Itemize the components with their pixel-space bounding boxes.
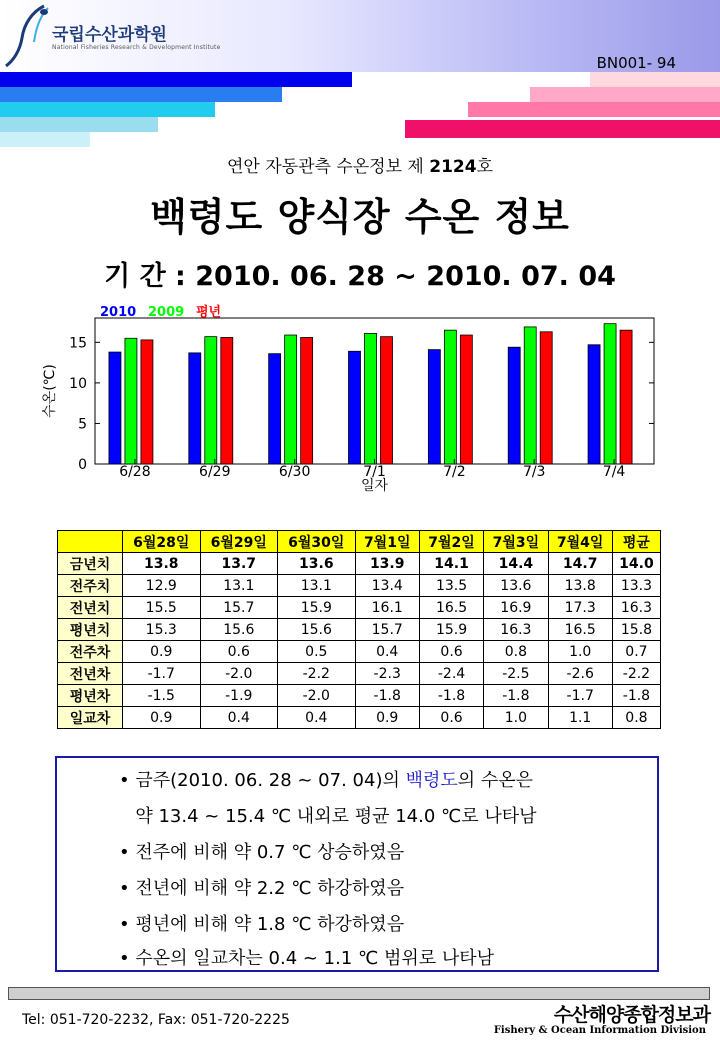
summary-line-1: [119, 766, 533, 792]
table-cell: 13.8: [123, 553, 201, 575]
table-cell: 0.6: [419, 707, 483, 729]
column-header: 7월1일: [355, 531, 419, 553]
table-cell: 0.8: [484, 641, 548, 663]
summary-box: [55, 756, 659, 972]
stripe-cyan: [0, 102, 215, 117]
bar-2010: [189, 353, 201, 464]
row-label: 평년치: [58, 619, 123, 641]
bar-평년: [141, 340, 153, 464]
bar-평년: [301, 337, 313, 464]
table-cell: 14.1: [419, 553, 483, 575]
bar-2010: [508, 347, 520, 464]
table-cell: 0.6: [419, 641, 483, 663]
institute-name: 국립수산과학원: [52, 25, 167, 45]
table-cell: -1.7: [548, 685, 612, 707]
table-cell: 15.8: [612, 619, 660, 641]
table-cell: -1.7: [123, 663, 201, 685]
table-cell: 16.9: [484, 597, 548, 619]
summary-text: 의 수온은: [457, 770, 534, 791]
table-cell: -2.2: [278, 663, 356, 685]
y-tick-label: 0: [78, 457, 87, 473]
bullet: •: [119, 914, 130, 935]
bullet: •: [119, 770, 130, 791]
x-axis-label: 일자: [360, 478, 389, 494]
legend-2010: 2010: [100, 305, 137, 320]
subtitle-suffix: 호: [476, 157, 494, 177]
table-cell: 0.8: [612, 707, 660, 729]
table-cell: 15.7: [355, 619, 419, 641]
table-cell: 15.9: [278, 597, 356, 619]
summary-text: 전주에 비해 약 0.7 ℃ 상승하였음: [135, 842, 405, 863]
table-cell: 15.6: [200, 619, 278, 641]
table-cell: -1.8: [484, 685, 548, 707]
bar-2009: [205, 337, 217, 464]
bulletin-number: [0, 152, 720, 177]
subtitle-prefix: 연안 자동관측 수온정보 제: [226, 157, 430, 177]
subtitle-number: 2124: [429, 157, 477, 177]
row-label: 전년차: [58, 663, 123, 685]
bar-평년: [620, 330, 632, 464]
column-header: 7월4일: [548, 531, 612, 553]
table-cell: 0.9: [123, 707, 201, 729]
table-cell: 15.7: [200, 597, 278, 619]
stripe-blue-1: [0, 72, 352, 87]
table-row: [58, 663, 661, 685]
bar-2010: [269, 354, 281, 464]
column-header: 평균: [612, 531, 660, 553]
summary-line-6: [119, 944, 494, 970]
table-cell: -1.5: [123, 685, 201, 707]
table-row: [58, 619, 661, 641]
bar-2010: [588, 345, 600, 464]
table-cell: -2.5: [484, 663, 548, 685]
table-corner: [58, 531, 123, 553]
bar-2010: [109, 352, 121, 464]
bar-2009: [604, 324, 616, 464]
bullet: •: [119, 842, 130, 863]
bar-2010: [349, 351, 361, 464]
table-cell: -1.9: [200, 685, 278, 707]
stripe-paleblue: [0, 132, 90, 147]
stripe-lightpink: [530, 87, 720, 102]
table-cell: 0.5: [278, 641, 356, 663]
summary-text: 금주(2010. 06. 28 ~ 07. 04)의: [135, 770, 406, 791]
table-cell: 0.7: [612, 641, 660, 663]
table-cell: 0.4: [200, 707, 278, 729]
y-axis-label: 수온(℃): [42, 364, 58, 418]
stripe-magenta: [405, 120, 720, 138]
division-name: 수산해양종합정보과: [553, 1004, 710, 1026]
period: 기 간 : 2010. 06. 28 ~ 2010. 07. 04: [104, 261, 616, 292]
table-cell: 13.8: [548, 575, 612, 597]
bar-2009: [125, 338, 137, 464]
x-tick-label: 7/1: [363, 464, 386, 480]
y-tick-label: 10: [69, 375, 87, 392]
footer-bar: [8, 987, 710, 1000]
legend-평년: 평년: [196, 305, 222, 320]
bar-평년: [540, 332, 552, 464]
table-cell: -2.0: [278, 685, 356, 707]
bar-2009: [285, 335, 297, 464]
table-cell: 13.7: [200, 553, 278, 575]
table-cell: 15.5: [123, 597, 201, 619]
table-cell: -2.3: [355, 663, 419, 685]
summary-place: 백령도: [405, 770, 458, 791]
column-header: 7월2일: [419, 531, 483, 553]
stripe-blue-2: [0, 87, 282, 102]
summary-line-3: [119, 838, 404, 864]
temperature-bar-chart: [40, 300, 680, 500]
column-header: 7월3일: [484, 531, 548, 553]
table-cell: -2.4: [419, 663, 483, 685]
table-cell: 13.6: [484, 575, 548, 597]
table-cell: -1.8: [419, 685, 483, 707]
stripe-pink: [468, 102, 720, 117]
table-cell: -2.6: [548, 663, 612, 685]
bar-평년: [381, 337, 393, 464]
summary-text: 약 13.4 ~ 15.4 ℃ 내외로 평균 14.0 ℃로 나타남: [135, 806, 537, 827]
page-title: 백령도 양식장 수온 정보: [150, 195, 570, 239]
y-tick-label: 15: [69, 335, 87, 352]
table-cell: 13.1: [278, 575, 356, 597]
table-cell: 14.7: [548, 553, 612, 575]
row-label: 평년차: [58, 685, 123, 707]
table-cell: -2.2: [612, 663, 660, 685]
bar-2009: [365, 333, 377, 464]
x-tick-label: 6/30: [278, 464, 311, 480]
bullet: •: [119, 878, 130, 899]
institute-subtitle: National Fisheries Research & Development Institute: [52, 44, 221, 51]
table-cell: 14.0: [612, 553, 660, 575]
table-cell: 13.4: [355, 575, 419, 597]
bar-2009: [444, 330, 456, 464]
table-cell: 17.3: [548, 597, 612, 619]
table-cell: 0.4: [278, 707, 356, 729]
table-row: [58, 641, 661, 663]
summary-line-4: [119, 874, 404, 900]
x-tick-label: 6/29: [199, 464, 231, 480]
x-tick-label: 7/4: [602, 464, 626, 480]
summary-line-5: [119, 910, 404, 936]
bullet: •: [119, 948, 130, 969]
table-cell: 12.9: [123, 575, 201, 597]
column-header: 6월28일: [123, 531, 201, 553]
legend-2009: 2009: [148, 305, 185, 320]
table-cell: -2.0: [200, 663, 278, 685]
division-name-en: Fishery & Ocean Information Division: [493, 1025, 706, 1036]
table-cell: 0.6: [200, 641, 278, 663]
table-row: [58, 575, 661, 597]
bar-평년: [460, 335, 472, 464]
table-cell: 16.3: [484, 619, 548, 641]
table-cell: 0.9: [123, 641, 201, 663]
row-label: 전주차: [58, 641, 123, 663]
table-cell: 14.4: [484, 553, 548, 575]
table-cell: 15.3: [123, 619, 201, 641]
table-cell: 16.1: [355, 597, 419, 619]
bar-2010: [428, 350, 440, 464]
document-code: BN001- 94: [596, 54, 676, 72]
bar-2009: [524, 327, 536, 464]
x-tick-label: 7/2: [443, 464, 466, 480]
table-cell: 1.0: [548, 641, 612, 663]
table-cell: -1.8: [612, 685, 660, 707]
column-header: 6월30일: [278, 531, 356, 553]
column-header: 6월29일: [200, 531, 278, 553]
table-cell: 16.3: [612, 597, 660, 619]
table-row: [58, 597, 661, 619]
row-label: 금년치: [58, 553, 123, 575]
summary-text: 평년에 비해 약 1.8 ℃ 하강하였음: [135, 914, 405, 935]
table-cell: 0.4: [355, 641, 419, 663]
table-row: [58, 553, 661, 575]
stripe-lightblue: [0, 117, 158, 132]
y-tick-label: 5: [78, 416, 87, 433]
row-label: 일교차: [58, 707, 123, 729]
table-cell: 13.5: [419, 575, 483, 597]
table-header-row: [58, 531, 661, 553]
table-cell: -1.8: [355, 685, 419, 707]
table-cell: 13.3: [612, 575, 660, 597]
x-tick-label: 6/28: [119, 464, 151, 480]
table-cell: 13.1: [200, 575, 278, 597]
bar-평년: [221, 337, 233, 464]
table-row: [58, 685, 661, 707]
table-cell: 13.6: [278, 553, 356, 575]
table-cell: 16.5: [548, 619, 612, 641]
table-cell: 1.0: [484, 707, 548, 729]
table-cell: 13.9: [355, 553, 419, 575]
table-cell: 15.6: [278, 619, 356, 641]
x-tick-label: 7/3: [522, 464, 546, 480]
summary-text: 전년에 비해 약 2.2 ℃ 하강하였음: [135, 878, 405, 899]
stripe-palepink: [590, 72, 720, 87]
table-cell: 16.5: [419, 597, 483, 619]
temperature-table: [57, 530, 661, 729]
table-cell: 0.9: [355, 707, 419, 729]
summary-line-2: [119, 802, 536, 828]
contact-info: Tel: 051-720-2232, Fax: 051-720-2225: [22, 1012, 290, 1028]
table-cell: 1.1: [548, 707, 612, 729]
table-cell: 15.9: [419, 619, 483, 641]
summary-text: 수온의 일교차는 0.4 ~ 1.1 ℃ 범위로 나타남: [135, 948, 495, 969]
table-row: [58, 707, 661, 729]
row-label: 전년치: [58, 597, 123, 619]
row-label: 전주치: [58, 575, 123, 597]
